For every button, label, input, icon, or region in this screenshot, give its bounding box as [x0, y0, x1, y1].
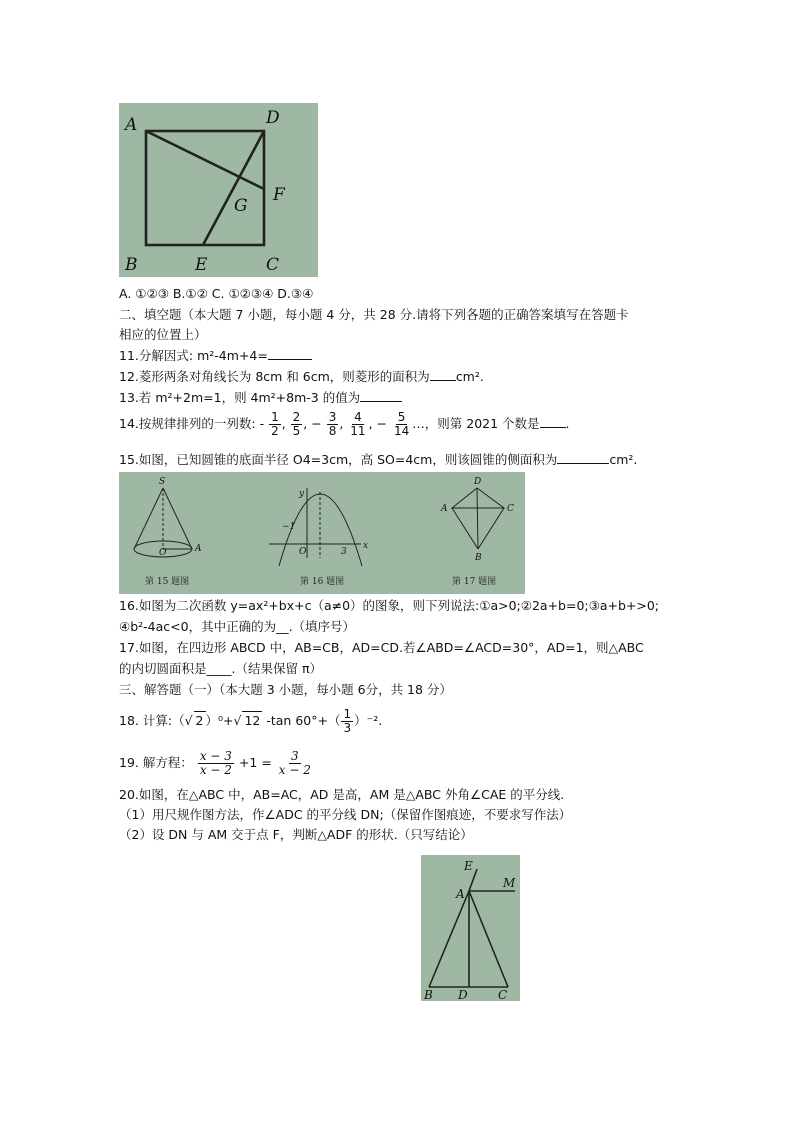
label-E: E	[464, 859, 473, 873]
kite-label-B: B	[475, 553, 482, 563]
question-13	[119, 389, 402, 407]
fraction-4: $\frac{4}{11}$	[350, 410, 366, 438]
kite-label-C: C	[507, 504, 514, 514]
triangle-figure	[421, 855, 520, 1001]
cone-figure	[134, 488, 192, 557]
fraction-rhs: $\frac{3}{x - 2}$	[278, 749, 311, 777]
cone-label-A: A	[195, 544, 202, 554]
fraction-2: $\frac{2}{5}$	[292, 410, 301, 438]
q20-line1: 20.如图，在△ABC 中，AB=AC，AD 是高，AM 是△ABC 外角∠CAE 的平分线.	[119, 787, 565, 802]
question-18: 18. 计算:（√ 2 ）⁰+√ 12 -tan 60°+（ $\frac{1}{3}$ ）⁻².	[119, 707, 383, 735]
q15-text-a: 15.如图，已知圆锥的底面半径 O4=3cm，高 SO=4cm，则该圆锥的侧面积为	[119, 452, 558, 467]
figure-strip	[119, 472, 525, 594]
tick-label-minus1: −1	[282, 522, 296, 532]
fraction-lhs: $\frac{x - 3}{x - 2}$	[199, 749, 232, 777]
fraction-1: $\frac{1}{2}$	[271, 410, 279, 438]
tick-label-3: 3	[341, 547, 347, 557]
section2-title-2: 相应的位置上）	[119, 327, 207, 342]
sqrt-12: 12	[244, 713, 261, 728]
q17-line1: 17.如图，在四边形 ABCD 中，AB=CB，AD=CD.若∠ABD=∠ACD=30°，AD=1，则△ABC	[119, 640, 644, 655]
question-11	[119, 347, 312, 365]
question-12	[119, 368, 484, 386]
q12-text-b: cm².	[455, 369, 484, 384]
kite-figure	[452, 488, 504, 549]
answer-blank	[430, 368, 456, 381]
kite-label-A: A	[441, 504, 448, 514]
q11-text: 11.分解因式: m²-4m+4=	[119, 348, 268, 363]
caption-16: 第 16 题图	[300, 577, 345, 587]
origin-label: O	[299, 547, 307, 557]
question-19: 19. 解方程： $\frac{x - 3}{x - 2}$ +1 = $\frac{3}{x - 2}$	[119, 749, 311, 777]
label-A: A	[456, 887, 465, 901]
section2-title-1: 二、填空题（本大题 7 小题，每小题 4 分，共 28 分.请将下列各题的正确答案填写在答题卡	[119, 307, 629, 322]
kite-label-D: D	[474, 477, 482, 487]
square-figure	[119, 103, 318, 277]
caption-17: 第 17 题图	[452, 577, 497, 587]
q14-suffix: …，则第 2021 个数是	[412, 416, 540, 431]
answer-blank	[557, 451, 609, 464]
fraction-3: $\frac{3}{8}$	[328, 410, 337, 438]
label-B: B	[125, 255, 138, 275]
caption-15: 第 15 题图	[145, 577, 190, 587]
figure-strip-diagram	[119, 472, 525, 594]
section3-title: 三、解答题（一）（本大题 3 小题，每小题 6分，共 18 分）	[119, 682, 452, 697]
answer-blank	[540, 415, 566, 428]
label-C: C	[266, 255, 280, 275]
axis-label-x: x	[363, 541, 369, 551]
q16-line1: 16.如图为二次函数 y=ax²+bx+c（a≠0）的图象，则下列说法:①a>0;②2a+b=0;③a+b+>0;	[119, 598, 659, 613]
label-D: D	[266, 108, 280, 128]
label-M: M	[503, 876, 516, 890]
q15-text-b: cm².	[609, 452, 638, 467]
q17-line2: 的内切圆面积是____.（结果保留 π）	[119, 661, 322, 676]
question-15	[119, 451, 637, 469]
axis-label-y: y	[299, 489, 305, 499]
label-C: C	[498, 988, 508, 1001]
cone-label-S: S	[159, 477, 166, 487]
square-diagram	[119, 103, 318, 277]
q20-line2: （1）用尺规作图方法，作∠ADC 的平分线 DN;（保留作图痕迹，不要求写作法）	[119, 807, 572, 822]
q16-line2: ④b²-4ac<0，其中正确的为__.（填序号）	[119, 619, 356, 634]
sqrt-2: 2	[195, 713, 204, 728]
label-E: E	[195, 255, 208, 275]
triangle-diagram	[421, 855, 520, 1001]
answer-blank	[268, 347, 312, 360]
label-F: F	[273, 185, 285, 205]
label-A: A	[125, 115, 138, 135]
label-B: B	[424, 988, 433, 1001]
question-14: 14.按规律排列的一列数: - $\frac{1}{2}$ , $\frac{2}{5}$ , − $\frac{3}{8}$ , $\frac{4}{11}$ , − $\frac{5}{14}$ …，则第 2021 个数是 .	[119, 410, 570, 438]
q12-text-a: 12.菱形两条对角线长为 8cm 和 6cm，则菱形的面积为	[119, 369, 430, 384]
fraction-5: $\frac{5}{14}$	[393, 410, 410, 438]
cone-label-O: O	[159, 548, 167, 558]
label-G: G	[234, 196, 248, 216]
q13-text: 13.若 m²+2m=1，则 4m²+8m-3 的值为	[119, 390, 361, 405]
q20-line3: （2）设 DN 与 AM 交于点 F，判断△ADF 的形状.（只写结论）	[119, 827, 473, 842]
q10-options: A. ①②③ B.①② C. ①②③④ D.③④	[119, 286, 314, 301]
fraction-one-third: $\frac{1}{3}$	[343, 707, 352, 735]
answer-blank	[360, 389, 402, 402]
q14-prefix: 14.按规律排列的一列数: -	[119, 416, 265, 431]
label-D: D	[458, 988, 468, 1001]
